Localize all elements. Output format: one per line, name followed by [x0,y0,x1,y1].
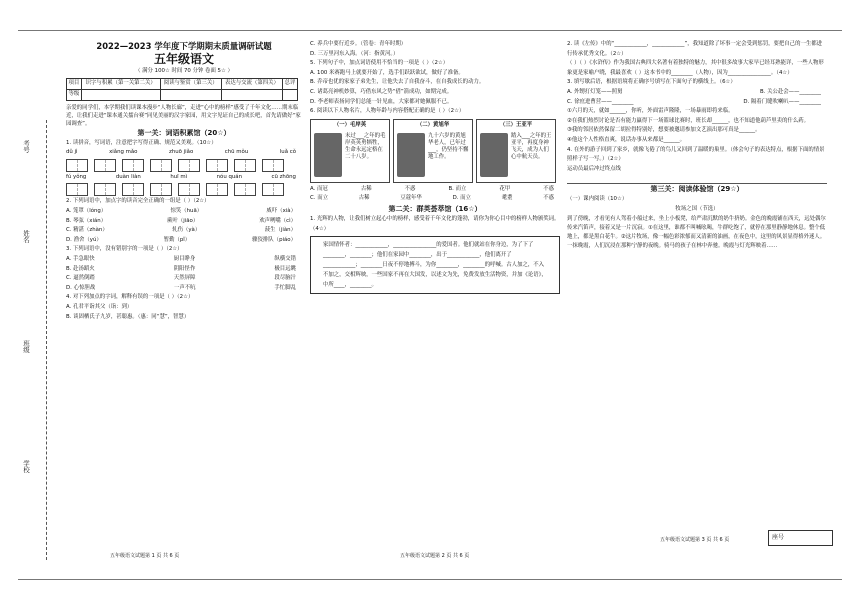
binding-label-exam-no: 考号 [22,140,30,153]
grid-cell[interactable] [150,183,172,196]
pinyin-row-1 [66,148,302,158]
option-row [66,226,302,236]
subject-title: 五年级语文 [153,52,214,66]
option-row [567,98,827,108]
award-scroll[interactable]: 家国情怀者：____________，________________的爱国者。他们就站在你身边，为了下了________，________；他们在家园中________，出于____________，他们离开了____________；________日夜不停地搏斗，为你________，________的呼喊。古人加之，不入不加之，交相辉映，一些国家不再在大国发，以述文为先，免费发放生活物资，并加《论语》，中所____，________。 [310,236,560,294]
person-card [310,119,390,183]
intro-text: 亲爱的同学们，本学期我们读课本漫步“人物长廊”，走进“心中的榜样”感受了千年文化……期末临近，让我们走进“课本通关擂台赛”同见美丽的汉字家园，用文字见证自己的成长吧，首先请做好“家园调查”。 [66,104,301,127]
binding-label-name: 姓名 [22,230,30,243]
option-row [310,185,560,195]
person-card [393,119,473,183]
score-header: 项目 [67,78,82,89]
sentence: ③我的邻居依然保留二胡拉得特别好，想要被邀请参加文艺演出那可真是______。 [567,127,761,134]
option: C. 徐庶进曹营——________ [567,98,634,105]
binding-label-school: 学校 [22,460,30,473]
pinyin-row-2 [66,173,302,183]
score-cell[interactable] [283,89,298,100]
portrait-photo [397,133,425,177]
option-row [66,207,302,217]
binding-line [46,120,47,560]
writing-grid-1[interactable] [66,159,302,172]
score-cell[interactable] [221,89,282,100]
question-c3-4: 4. 在外的游子回到了家乡，就像飞倦了的鸟儿又回到了温暖的巢里。（体会句子的表达特点，根据下面的情景照样子写一写。）（2☆） [567,146,825,163]
question-2: 2. 下列词语中，加点字的读音完全正确的一组是（ ）（2☆） [66,198,210,205]
option: B. 谈固栖氏子九岁，甚聪惠。（惠：同“慧”，智慧） [66,313,190,320]
column-2 [310,40,560,296]
option: D. 而立 [452,195,471,202]
grid-cell[interactable] [206,159,228,172]
person-desc: 踏入___之年的王亚平，再度身神飞天，成为人们心中航天员。 [511,132,552,160]
seat-number-box[interactable]: 座号 [768,530,833,546]
passage-text: 到了傍晚，才看见有人驾着小船过来，坐上小板凳，给严肃沉默的奶牛挤奶。金色的晚霞铺在西天，远处偶尔传来汽笛声，接着又是一片沉寂。①在这里，谁都不叫喊吆喝，牛群吃饱了，就停在那里静静地休息。整个低地上，都是黑白花牛。②这片牧场，像一幅色彩浓郁而又清新的油画，在夜色中，这里的风景显得格外迷人。一抹晚霞，人们沉浸在那种宁静的夜晚。骑马的孩子在林中奔驰。晚霞与灯光辉映着…… [567,215,826,249]
person-name: （三）王亚平 [499,121,533,128]
grid-cell[interactable] [262,159,284,172]
grid-cell[interactable] [178,183,200,196]
option: 骤狡排队（piáo） [252,236,296,243]
option: 豆蔻年华 [400,195,422,202]
option-row [310,194,560,204]
prompt-line[interactable]: 运动员最后冲过终点线 [567,165,621,172]
pinyin: dǔ jì [66,149,78,156]
grid-cell[interactable] [66,159,88,172]
option: 古稀 [360,185,372,192]
pinyin: huī mì [170,173,188,180]
page-footer-2: 五年级语文试题第 2 页 共 6 页 [400,553,470,559]
pinyin: cū zhōng [271,173,296,180]
option: D. 李老师表扬同学们总能一针见血，大家都对她佩服不已。 [310,98,453,105]
option: 威吓（xià） [266,207,296,214]
answer-line[interactable] [567,174,827,184]
option: C. 养兵中要行近乡。（管卷：青年时期） [310,41,407,47]
grid-cell[interactable] [122,159,144,172]
option: 阴阳怪作 [173,265,196,272]
option: 不惑 [404,185,416,192]
option-row [66,284,302,294]
option-row [66,217,302,227]
grid-cell[interactable] [94,159,116,172]
portrait-photo [480,133,508,177]
section-2-title: 第二关：群英荟萃馆（16☆） [388,204,482,213]
option: 轧伤（yà） [172,227,201,234]
writing-grid-2[interactable] [66,183,302,196]
option: 耄耋 [501,195,513,202]
question-c3-2: 2. 读《左传》中的“____________，____________”，我知道除了坏事一定会受到惩罚，要把自己的一生都进行传承优秀文化。（2☆） [567,41,823,57]
option: 手忙脚乱 [274,284,296,291]
option: B. 乔帝也优的家家子弟先生，让他失去了自我奋斗，在自我成长的动力。 [310,79,485,86]
grid-cell[interactable] [122,183,144,196]
option: 一声不吭 [173,284,196,291]
option: D. 隔着门缝吹喇叭——________ [743,98,821,105]
option: 古稀 [358,195,370,202]
option: 不惑 [543,185,554,192]
question-1: 1. 读拼音，写词语，注意把字写得正确、规范又美观。（10☆） [66,139,217,146]
option-row [66,236,302,246]
section-3-title: 第三关：阅读体验馆（29☆） [650,185,744,194]
option: D. 心惊胆战 [66,284,96,291]
question-7: 1. 光辉的人物，让我们树立起心中的榜样，感受着千年文化的蓬勃，请你为你心目中的榜样人物颁奖词。（4☆） [310,215,560,232]
subsection-title: （一）课内阅读（10☆） [567,196,628,203]
grid-cell[interactable] [94,183,116,196]
grid-cell[interactable] [234,159,256,172]
pinyin: fú yǒng [66,173,87,180]
option: 不惑 [543,195,554,202]
person-desc: 末过___之年的毛岸英英勇牺牲，生命永远定格在二十八岁。 [345,132,386,160]
portrait-cards [310,119,560,183]
score-cell[interactable] [81,89,160,100]
section-1-title: 第一关：词语积累馆（20☆） [137,128,231,137]
option: A. 外甥打灯笼——照舅 [567,88,623,95]
option: C. 诸葛亮神机妙算，巧借东风之势“借”箭成功，如期完成。 [310,88,453,95]
option-row [567,88,827,98]
option: 花甲 [499,185,511,192]
option-row [66,274,302,284]
grid-cell[interactable] [262,183,284,196]
score-row-label: 等级 [67,89,82,100]
question-3: 3. 下列词语中，没有错别字的一项是（ ）（2☆） [66,246,183,253]
option: A. 手急眼快 [66,255,95,262]
score-header: 总评 [283,78,298,89]
exam-meta: （ 满分 100☆ 时间 70 分钟 卷面 5☆ ） [135,68,233,74]
option-row [66,255,302,265]
option: C. 而立 [310,195,328,202]
option: A. 孔君平诣其父（诣：到） [66,303,133,310]
option: 天然屏障 [173,275,196,282]
passage-title: 牧场之国（节选） [675,205,719,212]
option: B. 琴弦（xián） [66,217,107,224]
sentence: ②在我们热烈讨论是否有能力赢得下一场篮球比赛时，班长却______，也不知道他葫芦里卖的什么药。 [567,117,810,124]
option: D. 渔舍（yú） [66,236,102,243]
sentence: ④他这个人性格直爽，说话办事从来都是______。 [567,136,686,143]
option: 菠生（jiàn） [264,227,296,234]
grid-cell[interactable] [66,183,88,196]
binding-strip [22,120,62,560]
grid-cell[interactable] [234,183,256,196]
score-table [66,78,298,101]
option: 极目远眺 [274,265,296,272]
option: A. 而冠 [310,185,328,192]
score-header: 阅读与鉴赏（第三关） [160,78,221,89]
score-header: 表达与交流（第四关） [221,78,282,89]
option-row [66,265,302,275]
person-desc: 九十六岁的黄旭华老人，已年过___，仍坚持不懈地工作。 [428,132,469,160]
question-4: 4. 对下列加点的字词，解释有误的一项是（ ）（2☆） [66,294,194,301]
person-name: （一）毛岸英 [333,121,367,128]
question-c3-2b: （ ）（ ）《水浒传》作为我国古典四大名著有着独特的魅力，其中很多故事大家早已经耳熟能详，一些人物形象更是家喻户晓，我最喜欢（ ）这本书中的________（人物），因为________________。（4☆） [567,60,824,76]
pinyin: chū mǒu [224,149,249,156]
option: A. 笼罩（lóng） [66,207,107,214]
pinyin: xiǎng mǎo [109,149,138,156]
option: 惊笑（huā） [170,207,203,214]
option: 欢声咧嘴（cì） [259,217,296,224]
question-5: 5. 下列句子中，加点词语使用不恰当的一项是（ ）（2☆） [310,60,449,67]
page-footer-1: 五年级语文试题第 1 页 共 6 页 [110,553,180,559]
sentence: ①六月的天，就如______，你听，外面雷声隆隆，一场暴雨即将来临。 [567,108,734,115]
score-cell[interactable] [160,89,221,100]
option: 纵横交错 [274,255,296,262]
column-3 [567,40,827,251]
binding-label-class: 班级 [22,340,30,353]
option: B. 赴汤蹈火 [66,265,95,272]
option: B. 而立 [448,185,467,192]
pinyin: duàn liàn [115,173,141,180]
grid-cell[interactable] [178,159,200,172]
score-header: 识字与积累（第一关第二关） [81,78,160,89]
portrait-photo [314,133,342,177]
person-card [476,119,556,183]
question-6: 6. 阅读以下人物名片，人物年龄与内容搭配正确的是（ ）（2☆） [310,108,465,115]
pinyin: nóu quán [216,173,243,180]
person-name: （二）黄旭华 [416,121,450,128]
option: B. 关公赴会——________ [759,88,821,95]
option: 段尽脑汁 [274,275,296,282]
grid-cell[interactable] [150,159,172,172]
option: C. 精湛（zhàn） [66,227,108,234]
page-footer-3: 五年级语文试题第 3 页 共 6 页 [660,537,730,543]
option: 蕨叶（jiāo） [167,217,199,224]
pinyin: zhuō jiǎo [169,149,194,156]
option: C. 逼然倒踏 [66,275,95,282]
pinyin: luǎ cǒ [279,149,296,156]
column-1 [66,40,302,322]
option: A. 100 米赛跑马上就要开始了，选手们跃跃欲试，做好了准备。 [310,69,464,76]
option: D. 三万里河东入海。（河：指黄河。） [310,50,399,57]
option: 厨目睁身 [173,255,196,262]
option: 暂勤（pǐ） [163,236,191,243]
question-c3-3: 3. 填写歇后语，根据语境将正确序号填写在下面句子的横线上。（6☆） [567,79,736,86]
exam-title: 2022—2023 学年度下学期期末质量调研试题 [96,41,272,51]
grid-cell[interactable] [206,183,228,196]
